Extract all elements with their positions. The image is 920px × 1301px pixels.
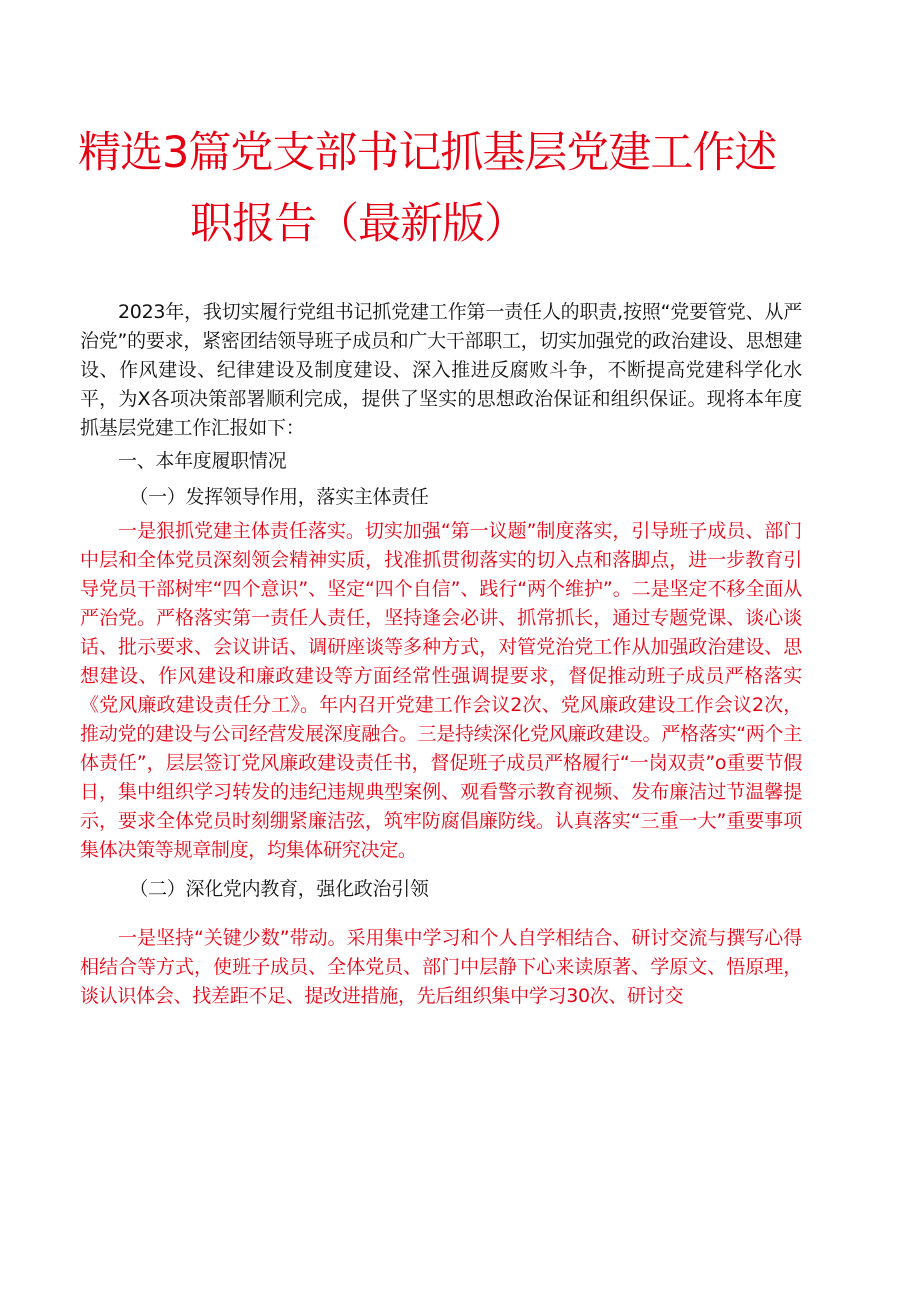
- subsection-2-paragraph: 一是坚持“关键少数”带动。采用集中学习和个人自学相结合、研讨交流与撰写心得相结合等方式，使班子成员、全体党员、部门中层静下心来读原著、学原文、悟原理，谈认识体会、找差距不足、提改进措施，先后组织集中学习30次、研讨交: [80, 927, 802, 1007]
- section-1-heading: 一、本年度履职情况: [118, 450, 287, 472]
- document-body: [80, 298, 802, 1011]
- subsection-1-paragraph: 一是狠抓党建主体责任落实。切实加强“第一议题”制度落实，引导班子成员、部门中层和全体党员深刻领会精神实质，找准抓贯彻落实的切入点和落脚点，进一步教育引导党员干部树牢“四个意识”、坚定“四个自信”、践行“两个维护”。二是坚定不移全面从严治党。严格落实第一责任人责任，坚持逢会必讲、抓常抓长，通过专题党课、谈心谈话、批示要求、会议讲话、调研座谈等多种方式，对管党治党工作从加强政治建设、思想建设、作风建设和廉政建设等方面经常性强调提要求，督促推动班子成员严格落实《党风廉政建设责任分工》。年内召开党建工作会议2次、党风廉政建设工作会议2次，推动党的建设与公司经营发展深度融合。三是持续深化党风廉政建设。严格落实“两个主体责任”，层层签订党风廉政建设责任书，督促班子成员严格履行“一岗双责”o重要节假日，集中组织学习转发的违纪违规典型案例、观看警示教育视频、发布廉洁过节温馨提示，要求全体党员时刻绷紧廉洁弦，筑牢防腐倡廉防线。认真落实“三重一大”重要事项集体决策等规章制度，均集体研究决定。: [80, 520, 802, 861]
- intro-paragraph: 2023年，我切实履行党组书记抓党建工作第一责任人的职责,按照“党要管党、从严治党”的要求，紧密团结领导班子成员和广大干部职工，切实加强党的政治建设、思想建设、作风建设、纪律建设及制度建设、深入推进反腐败斗争，不断提高党建科学化水平，为X各项决策部署顺利完成，提供了坚实的思想政治保证和组织保证。现将本年度抓基层党建工作汇报如下：: [80, 301, 802, 439]
- document-title-line-1: 精选3篇党支部书记抓基层党建工作述: [78, 128, 777, 178]
- document-title-line-2: 职报告（最新版）: [190, 199, 526, 249]
- subsection-1-heading: （一）发挥领导作用，落实主体责任: [129, 486, 429, 508]
- subsection-2-heading: （二）深化党内教育，强化政治引领: [129, 878, 429, 900]
